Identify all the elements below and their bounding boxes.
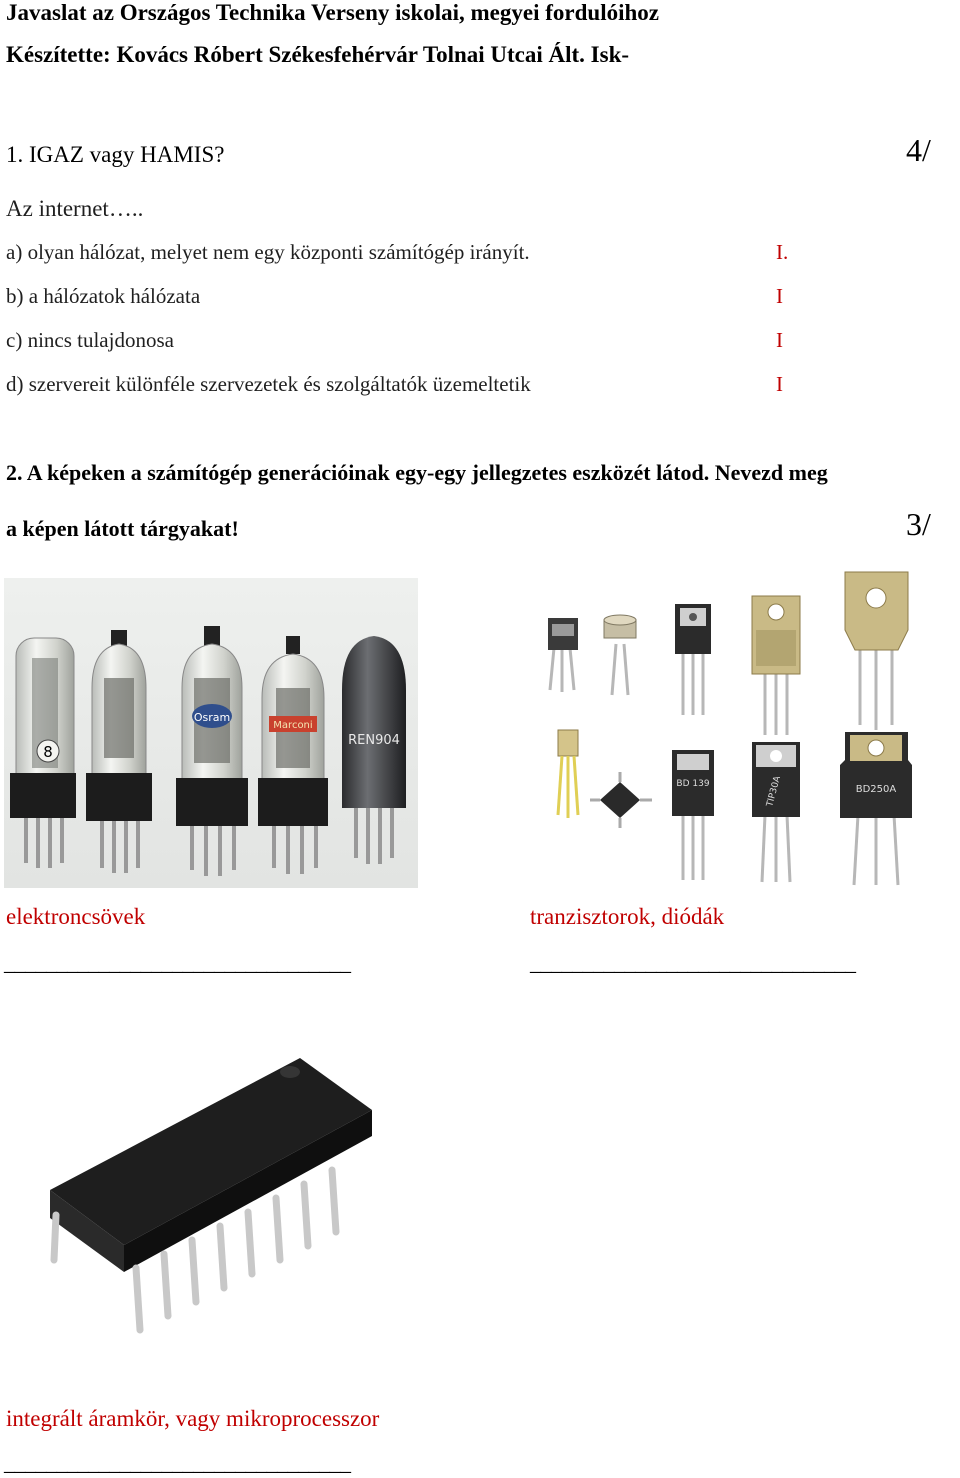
blank-line-tubes: _________________________________ <box>4 950 351 975</box>
q1-score: 4/ <box>906 132 931 168</box>
tube-label-8: 8 <box>43 743 53 761</box>
q1-item-b: b) a hálózatok hálózata <box>6 284 201 308</box>
transistors-image <box>520 560 960 890</box>
tube-label-osram: Osram <box>193 711 231 724</box>
answer-tubes: elektroncsövek <box>6 904 146 929</box>
q1-item-d: d) szervereit különféle szervezetek és szolgáltatók üzemeltetik <box>6 372 531 396</box>
q1-intro: Az internet….. <box>6 196 144 221</box>
header-line-2: Készítette: Kovács Róbert Székesfehérvár Tolnai Utcai Ált. Isk- <box>6 42 630 67</box>
answer-ic: integrált áramkör, vagy mikroprocesszor <box>6 1406 380 1431</box>
vacuum-tubes-image <box>4 578 418 888</box>
q1-item-c: c) nincs tulajdonosa <box>6 328 174 352</box>
integrated-circuit-image <box>20 1040 420 1345</box>
tube-label-ren904: REN904 <box>348 733 400 748</box>
q1-answer-d: I <box>776 372 783 396</box>
q1-item-a: a) olyan hálózat, melyet nem egy központi számítógép irányít. <box>6 240 530 264</box>
transistor-label-bd139: BD 139 <box>676 779 710 789</box>
q1-answer-c: I <box>776 328 783 352</box>
tube-label-marconi: Marconi <box>273 720 313 731</box>
blank-line-ic: _________________________________ <box>4 1450 351 1475</box>
q2-title-line-2: a képen látott tárgyakat! <box>6 516 239 541</box>
q1-answer-b: I <box>776 284 783 308</box>
q1-title: 1. IGAZ vagy HAMIS? <box>6 142 225 167</box>
q2-score: 3/ <box>906 506 931 542</box>
answer-transistors: tranzisztorok, diódák <box>530 904 725 929</box>
header-line-1: Javaslat az Országos Technika Verseny iskolai, megyei fordulóihoz <box>6 0 659 25</box>
blank-line-transistors: _______________________________ <box>530 950 856 975</box>
q2-title-line-1: 2. A képeken a számítógép generációinak egy-egy jellegzetes eszközét látod. Nevezd meg <box>6 460 828 485</box>
q1-answer-a: I. <box>776 240 789 264</box>
transistor-label-bd250a: BD250A <box>855 784 897 795</box>
transistor-label-tip30a: TIP30A <box>765 775 783 808</box>
